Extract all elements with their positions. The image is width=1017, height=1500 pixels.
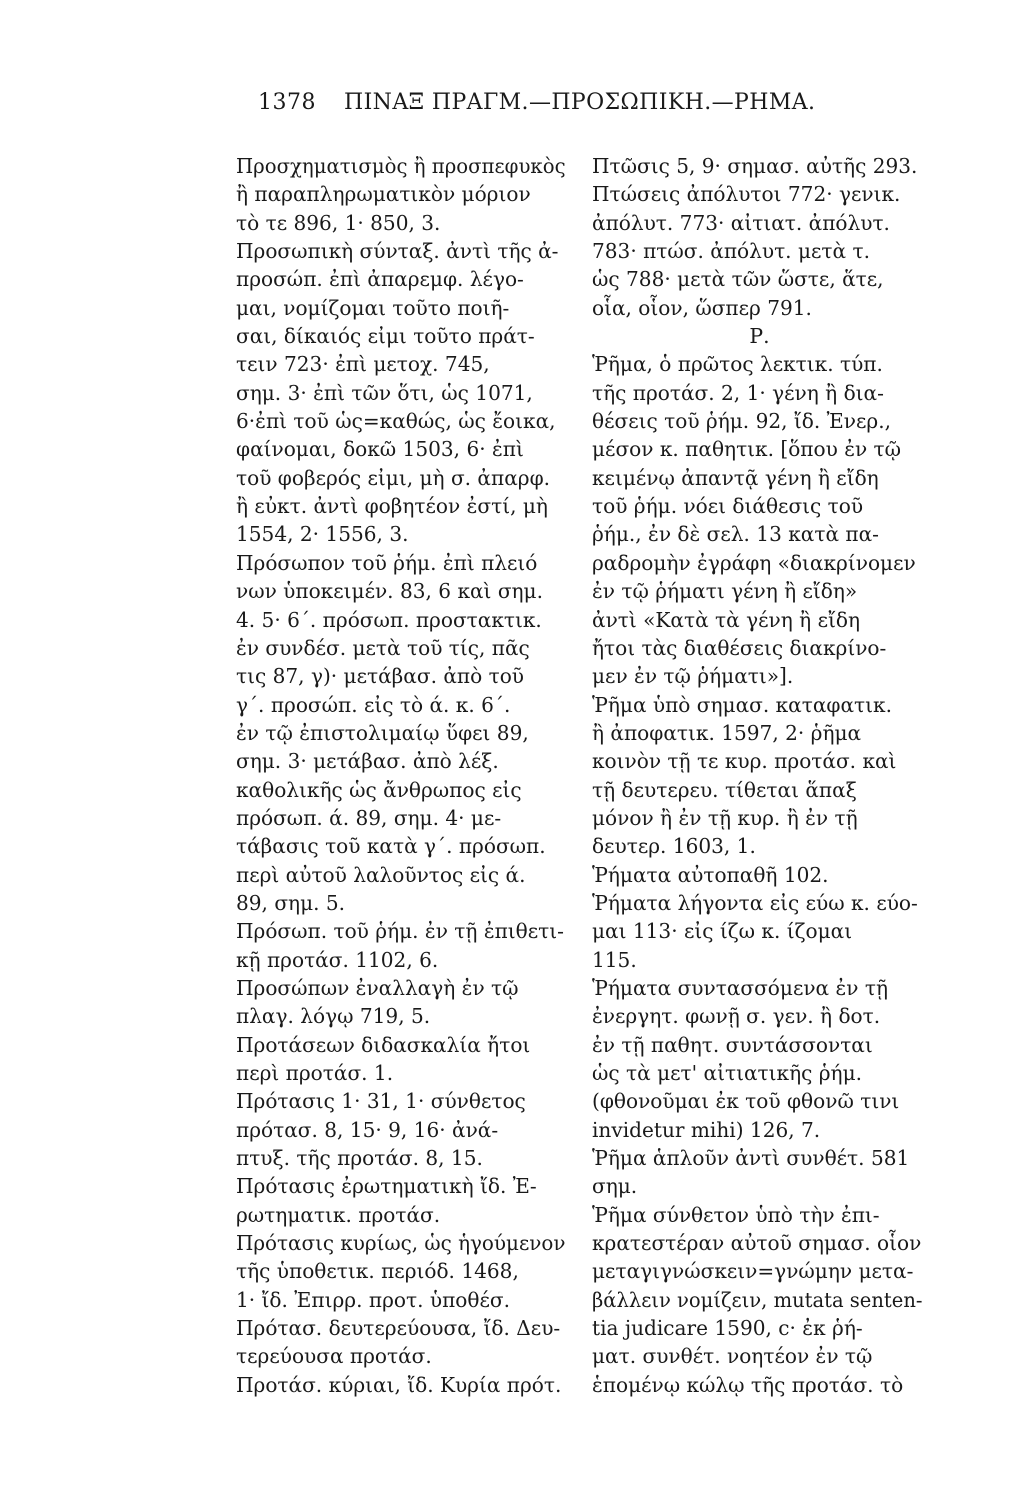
index-line: ρωτηματικ. προτάσ. <box>236 1202 441 1227</box>
running-title: ΠΙΝΑΞ ΠΡΑΓΜ.—ΠΡΟΣΩΠΙΚΗ.—ΡΗΜΑ. <box>344 90 816 115</box>
index-line: ἤτοι τὰς διαθέσεις διακρίνο- <box>592 635 887 660</box>
index-line: καθολικῆς ὡς ἄνθρωπος εἰς <box>236 777 522 802</box>
index-line: Ῥῆμα σύνθετον ὑπὸ τὴν ἐπι- <box>592 1202 880 1227</box>
index-line: μεν ἐν τῷ ῥήματι»]. <box>592 664 794 689</box>
page-header <box>258 84 858 124</box>
index-line: Πρότασις κυρίως, ὡς ἡγούμενον <box>236 1231 566 1256</box>
index-line: πτυξ. τῆς προτάσ. 8, 15. <box>236 1146 483 1171</box>
index-line: τερεύουσα προτάσ. <box>236 1344 432 1369</box>
index-line: ἐν τῇ παθητ. συντάσσονται <box>592 1032 873 1057</box>
index-line: Προσώπων ἐναλλαγὴ ἐν τῷ <box>236 975 519 1000</box>
index-line: νων ὑποκειμέν. 83, 6 καὶ σημ. <box>236 579 544 604</box>
index-line: 6·ἐπὶ τοῦ ὡς=καθώς, ὡς ἔοικα, <box>236 409 556 434</box>
index-line: Πτώσεις ἀπόλυτοι 772· γενικ. <box>592 182 901 207</box>
index-line: Ῥήματα λήγοντα εἰς εύω κ. εύο- <box>592 890 918 915</box>
index-line: Ῥῆμα ἁπλοῦν ἀντὶ συνθέτ. 581 <box>592 1146 910 1171</box>
index-line: τειν 723· ἐπὶ μετοχ. 745, <box>236 352 490 377</box>
index-line: Πρόσωπ. τοῦ ῥήμ. ἐν τῇ ἐπιθετι- <box>236 919 564 944</box>
index-line: προσώπ. ἐπὶ ἀπαρεμφ. λέγο- <box>236 267 524 292</box>
index-line: σαι, δίκαιός εἰμι τοῦτο πράτ- <box>236 324 535 349</box>
index-line: Ῥήματα συντασσόμενα ἐν τῇ <box>592 975 889 1000</box>
index-line: tia judicare 1590, c· ἐκ ῥή- <box>592 1316 863 1341</box>
index-line: Προσωπικὴ σύνταξ. ἀντὶ τῆς ἀ- <box>236 239 559 264</box>
index-line: ματ. συνθέτ. νοητέον ἐν τῷ <box>592 1344 873 1369</box>
page-number: 1378 <box>258 90 316 115</box>
index-line: σημ. 3· ἐπὶ τῶν ὅτι, ὡς 1071, <box>236 380 533 405</box>
index-line: τοῦ ῥήμ. νόει διάθεσις τοῦ <box>592 494 864 519</box>
index-line: Πρόσωπον τοῦ ῥήμ. ἐπὶ πλειό <box>236 550 538 575</box>
section-letter: Ρ. <box>749 324 770 349</box>
index-line: γ΄. προσώπ. εἰς τὸ ά. κ. 6΄. <box>236 692 511 717</box>
index-line: πρότασ. 8, 15· 9, 16· ἀνά- <box>236 1117 499 1142</box>
index-line: Πρότασις ἐρωτηματικὴ ἴδ. Ἐ- <box>236 1174 537 1199</box>
index-line: κῇ προτάσ. 1102, 6. <box>236 947 439 972</box>
index-line: μαι 113· εἰς ίζω κ. ίζομαι <box>592 919 853 944</box>
index-line: ἀντὶ «Κατὰ τὰ γένη ἢ εἴδη <box>592 607 860 632</box>
index-line: Ῥήματα αὐτοπαθῆ 102. <box>592 862 829 887</box>
index-line: 89, σημ. 5. <box>236 890 346 915</box>
index-line: μέσον κ. παθητικ. [ὅπου ἐν τῷ <box>592 437 902 462</box>
index-line: οἷα, οἷον, ὥσπερ 791. <box>592 295 812 320</box>
index-line: ῥήμ., ἐν δὲ σελ. 13 κατὰ πα- <box>592 522 879 547</box>
right-column <box>592 152 927 1399</box>
index-line: ἐν τῷ ῥήματι γένη ἢ εἴδη» <box>592 579 858 604</box>
index-line: Ῥῆμα, ὁ πρῶτος λεκτικ. τύπ. <box>592 352 883 377</box>
index-line: invidetur mihi) 126, 7. <box>592 1117 821 1142</box>
index-line: 1· ἴδ. Ἐπιρρ. προτ. ὑποθέσ. <box>236 1287 510 1312</box>
index-line: θέσεις τοῦ ῥήμ. 92, ἴδ. Ἐνερ., <box>592 409 891 434</box>
left-column <box>236 152 571 1399</box>
index-line: ἢ παραπληρωματικὸν μόριον <box>236 182 531 207</box>
index-line: 4. 5· 6΄. πρόσωπ. προστακτικ. <box>236 607 542 632</box>
index-line: τις 87, γ)· μετάβασ. ἀπὸ τοῦ <box>236 664 525 689</box>
index-line: ὡς τὰ μετ' αἰτιατικῆς ῥήμ. <box>592 1061 863 1085</box>
index-line: ἐν τῷ ἐπιστολιμαίῳ ὕφει 89, <box>236 720 529 745</box>
index-line: Προτάσεων διδασκαλία ἤτοι <box>236 1032 531 1057</box>
index-line: βάλλειν νομίζειν, mutata senten- <box>592 1287 923 1312</box>
index-line: δευτερ. 1603, 1. <box>592 834 756 859</box>
index-line: μεταγιγνώσκειν=γνώμην μετα- <box>592 1259 914 1284</box>
index-line: (φθονοῦμαι ἐκ τοῦ φθονῶ τινι <box>592 1089 900 1114</box>
index-line: Προτάσ. κύριαι, ἴδ. Κυρία πρότ. <box>236 1372 562 1397</box>
index-line: ἐνεργητ. φωνῇ σ. γεν. ἢ δοτ. <box>592 1004 881 1029</box>
index-line: τοῦ φοβερός εἰμι, μὴ σ. ἀπαρφ. <box>236 465 551 490</box>
index-line: σημ. 3· μετάβασ. ἀπὸ λέξ. <box>236 749 499 774</box>
index-line: ἑπομένῳ κώλῳ τῆς προτάσ. τὸ <box>592 1372 904 1397</box>
index-line: περὶ προτάσ. 1. <box>236 1061 394 1085</box>
index-line: 115. <box>592 947 637 972</box>
index-line: 1554, 2· 1556, 3. <box>236 522 409 547</box>
index-line: Πρότασις 1· 31, 1· σύνθετος <box>236 1089 526 1114</box>
index-line: κοινὸν τῇ τε κυρ. προτάσ. καὶ <box>592 749 897 774</box>
index-line: Πτῶσις 5, 9· σημασ. αὐτῆς 293. <box>592 154 918 178</box>
index-line: ραδρομὴν ἐγράφη «διακρίνομεν <box>592 550 916 575</box>
index-line: κρατεστέραν αὐτοῦ σημασ. οἷον <box>592 1231 922 1256</box>
index-line: ὡς 788· μετὰ τῶν ὥστε, ἅτε, <box>592 267 884 292</box>
index-line: τῆς ὑποθετικ. περιόδ. 1468, <box>236 1259 519 1284</box>
index-line: ἀπόλυτ. 773· αἰτιατ. ἀπόλυτ. <box>592 210 890 235</box>
index-line: κειμένῳ ἀπαντᾷ γένη ἢ εἴδη <box>592 465 879 490</box>
index-line: Προσχηματισμὸς ἢ προσπεφυκὸς <box>236 154 566 178</box>
index-line: σημ. <box>592 1174 638 1199</box>
index-line: ἢ εὐκτ. ἀντὶ φοβητέον ἐστί, μὴ <box>236 494 548 519</box>
index-line: ἐν συνδέσ. μετὰ τοῦ τίς, πᾶς <box>236 635 530 660</box>
index-line: Ῥῆμα ὑπὸ σημασ. καταφατικ. <box>592 692 892 717</box>
index-line: μόνον ἢ ἐν τῇ κυρ. ἢ ἐν τῇ <box>592 805 858 830</box>
index-line: 783· πτώσ. ἀπόλυτ. μετὰ τ. <box>592 239 870 264</box>
index-line: Πρότασ. δευτερεύουσα, ἴδ. Δευ- <box>236 1316 561 1341</box>
index-line: τάβασις τοῦ κατὰ γ΄. πρόσωπ. <box>236 834 546 859</box>
index-line: περὶ αὐτοῦ λαλοῦντος εἰς ά. <box>236 862 526 887</box>
index-line: μαι, νομίζομαι τοῦτο ποιῆ- <box>236 295 510 320</box>
index-line: πρόσωπ. ά. 89, σημ. 4· με- <box>236 805 502 830</box>
index-line: τὸ τε 896, 1· 850, 3. <box>236 210 441 235</box>
index-line: τῇ δευτερευ. τίθεται ἅπαξ <box>592 777 857 802</box>
index-line: φαίνομαι, δοκῶ 1503, 6· ἐπὶ <box>236 437 524 462</box>
index-line: ἢ ἀποφατικ. 1597, 2· ῥῆμα <box>592 720 862 745</box>
index-line: τῆς προτάσ. 2, 1· γένη ἢ δια- <box>592 380 884 405</box>
index-line: πλαγ. λόγῳ 719, 5. <box>236 1004 431 1029</box>
